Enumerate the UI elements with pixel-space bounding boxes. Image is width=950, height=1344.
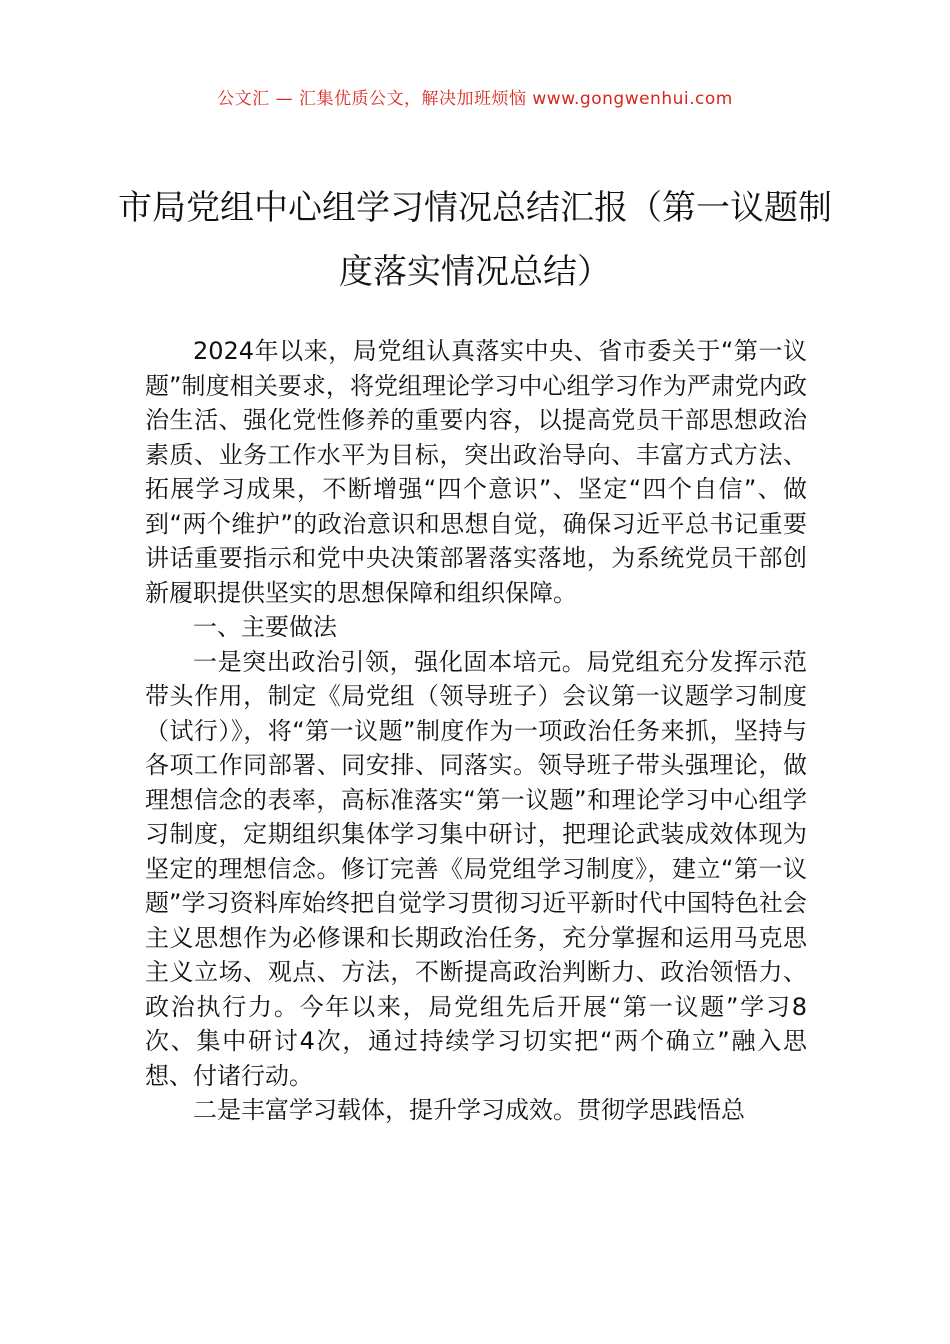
document-title: 市局党组中心组学习情况总结汇报（第一议题制度落实情况总结） <box>118 188 832 292</box>
section-heading: 一、主要做法 <box>193 613 337 641</box>
header-banner: 公文汇 — 汇集优质公文，解决加班烦恼 www.gongwenhui.com <box>217 89 733 109</box>
body-paragraph: 二是丰富学习载体，提升学习成效。贯彻学思践悟总 <box>193 1096 745 1124</box>
body-paragraph: 一是突出政治引领，强化固本培元。局党组充分发挥示范带头作用，制定《局党组（领导班子）会议第一议题学习制度（试行）》，将“第一议题”制度作为一项政治任务来抓，坚持与各项工作同部署、同安排、同落实。领导班子带头强理论，做理想信念的表率，高标准落实“第一议题”和理论学习中心组学习制度，定期组织集体学习集中研讨，把理论武装成效体现为坚定的理想信念。修订完善《局党组学习制度》，建立“第一议题”学习资料库始终把自觉学习贯彻习近平新时代中国特色社会主义思想作为必修课和长期政治任务，充分掌握和运用马克思主义立场、观点、方法，不断提高政治判断力、政治领悟力、政治执行力。今年以来，局党组先后开展“第一议题”学习8次、集中研讨4次，通过持续学习切实把“两个确立”融入思想、付诸行动。 <box>145 647 807 1090</box>
document-body <box>145 334 807 1128</box>
intro-paragraph: 2024年以来，局党组认真落实中央、省市委关于“第一议题”制度相关要求，将党组理论学习中心组学习作为严肃党内政治生活、强化党性修养的重要内容，以提高党员干部思想政治素质、业务工作水平为目标，突出政治导向、丰富方式方法、拓展学习成果，不断增强“四个意识”、坚定“四个自信”、做到“两个维护”的政治意识和思想自觉，确保习近平总书记重要讲话重要指示和党中央决策部署落实落地，为系统党员干部创新履职提供坚实的思想保障和组织保障。 <box>145 337 807 607</box>
